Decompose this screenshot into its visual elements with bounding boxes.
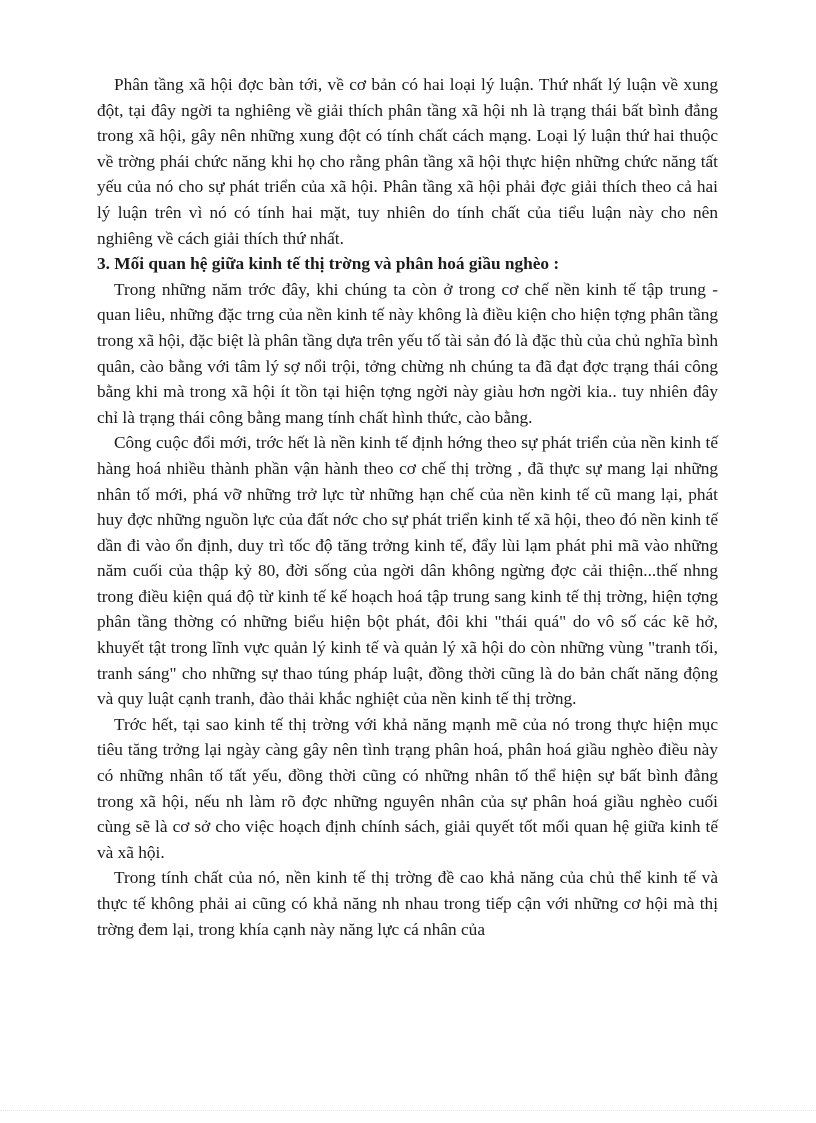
section-heading: 3. Mối quan hệ giữa kinh tế thị trờng và phân hoá giầu nghèo :	[97, 254, 560, 274]
paragraph-market-causes: Trớc hết, tại sao kinh tế thị trờng với khả năng mạnh mẽ của nó trong thực hiện mục tiêu tăng trởng lại ngày càng gây nên tình trạng phân hoá, phân hoá giầu nghèo điều này có những nhân tố tất yếu, đồng thời cũng có những nhân tố thể hiện sự bất bình đẳng trong xã hội, nếu nh làm rõ đợc những nguyên nhân của sự phân hoá giầu nghèo cuối cùng sẽ là cơ sở cho việc hoạch định chính sách, giải quyết tốt mối quan hệ giữa kinh tế và xã hội.	[97, 714, 718, 862]
document-page	[97, 72, 718, 942]
paragraph-centralized-economy: Trong những năm trớc đây, khi chúng ta còn ở trong cơ chế nền kinh tế tập trung - quan liêu, những đặc trng của nền kinh tế này không là điều kiện cho hiện tợng phân tầng trong xã hội, đặc biệt là phân tầng dựa trên yếu tố tài sản đó là đặc thù của chủ nghĩa bình quân, cào bằng với tâm lý sợ nổi trội, tởng chừng nh chúng ta đã đạt đợc trạng thái công bằng khi mà trong xã hội ít tồn tại hiện tợng ngời này giàu hơn ngời kia.. tuy nhiên đây chỉ là trạng thái công bằng mang tính chất hình thức, cào bằng.	[97, 279, 718, 427]
paragraph-renovation: Công cuộc đổi mới, trớc hết là nền kinh tế định hớng theo sự phát triển của nền kinh tế hàng hoá nhiều thành phần vận hành theo cơ chế thị trờng , đã thực sự mang lại những nhân tố mới, phá vỡ những trở lực từ những hạn chế của nền kinh tế cũ mang lại, phát huy đợc những nguồn lực của đất nớc cho sự phát triển kinh tế xã hội, theo đó nền kinh tế dần đi vào ổn định, duy trì tốc độ tăng trởng kinh tế, đẩy lùi lạm phát phi mã vào những năm cuối của thập kỷ 80, đời sống của ngời dân không ngừng đợc cải thiện...thế nhng trong điều kiện quá độ từ kinh tế kế hoạch hoá tập trung sang kinh tế thị trờng, hiện tợng phân tầng thờng có những biểu hiện bột phát, đôi khi "thái quá" do vô số các kẽ hở, khuyết tật trong lĩnh vực quản lý kinh tế và quản lý xã hội do còn những vùng "tranh tối, tranh sáng" cho những sự thao túng pháp luật, đồng thời cũng là do bản chất năng động và quy luật cạnh tranh, đào thải khắc nghiệt của nền kinh tế thị trờng.	[97, 433, 718, 709]
paragraph-market-nature: Trong tính chất của nó, nền kinh tế thị trờng đề cao khả năng của chủ thể kinh tế và thực tế không phải ai cũng có khả năng nh nhau trong tiếp cận với những cơ hội mà thị trờng đem lại, trong khía cạnh này năng lực cá nhân của	[97, 868, 718, 939]
paragraph-social-stratification-theories: Phân tầng xã hội đợc bàn tới, về cơ bản có hai loại lý luận. Thứ nhất lý luận về xung đột, tại đây ngời ta nghiêng về giải thích phân tầng xã hội nh là trạng thái bất bình đẳng trong xã hội, gây nên những xung đột có tính chất cách mạng. Loại lý luận thứ hai thuộc về trờng phái chức năng khi họ cho rằng phân tầng xã hội thực hiện những chức năng tất yếu của nó cho sự phát triển của xã hội. Phân tầng xã hội phải đợc giải thích theo cả hai lý luận trên vì nó có tính hai mặt, tuy nhiên do tính chất của tiểu luận này cho nên nghiêng về cách giải thích thứ nhất.	[97, 75, 718, 248]
page-bottom-divider	[0, 1110, 816, 1111]
